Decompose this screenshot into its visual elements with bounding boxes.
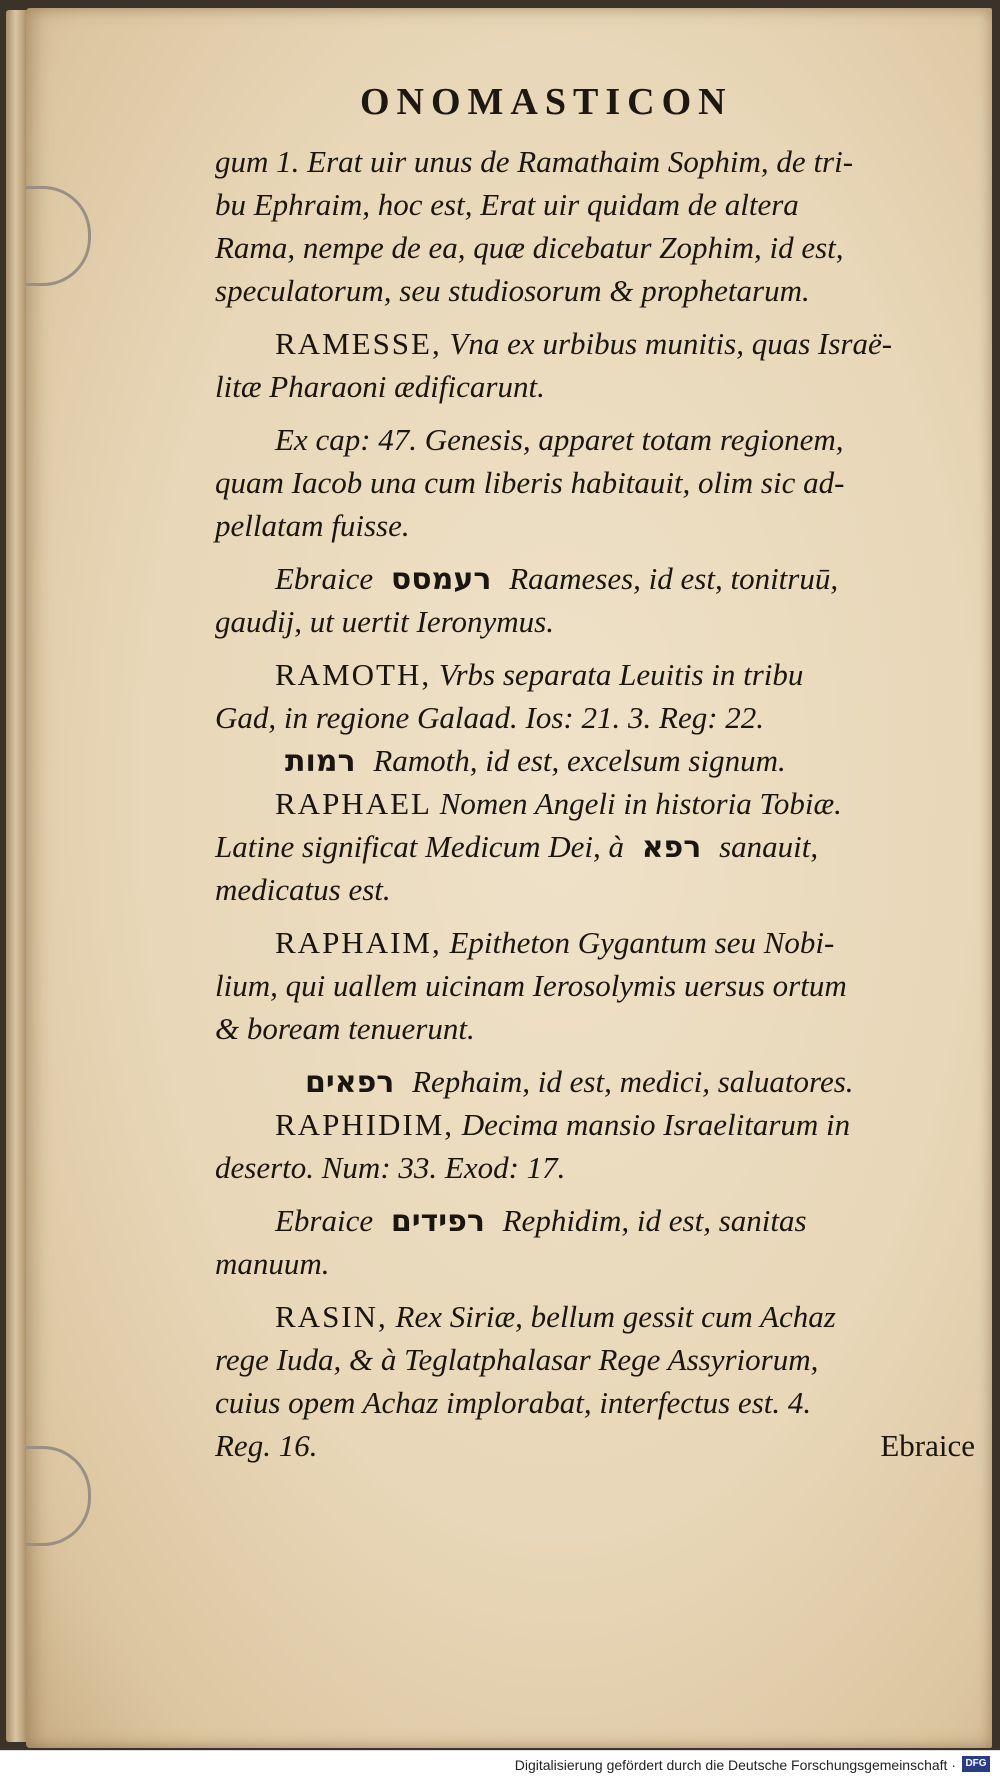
entry-text: Vrbs separata Leuitis in tribu [438, 657, 804, 692]
entry-text: Ramoth, id est, excelsum signum. [373, 743, 786, 778]
text-line: speculatorum, seu studiosorum & prophetarum. [215, 273, 810, 308]
text-line: bu Ephraim, hoc est, Erat uir quidam de altera [215, 187, 799, 222]
entry-text: Vna ex urbibus munitis, quas Israë- [449, 326, 893, 361]
entry-text: sanauit, [719, 829, 819, 864]
entry-headword: RAMESSE, [275, 326, 442, 361]
hebrew-gloss-line [215, 1060, 975, 1103]
entry-text: Rephaim, id est, medici, saluatores. [412, 1064, 854, 1099]
hebrew-word: רמות [285, 744, 356, 779]
digitization-footer [0, 1750, 1000, 1779]
entry-raphael [215, 782, 975, 825]
dfg-logo-icon: DFG [962, 1756, 990, 1772]
text-line: rege Iuda, & à Teglatphalasar Rege Assyriorum, [215, 1342, 819, 1377]
hebrew-word: רפידים [390, 1204, 485, 1239]
running-head: ONOMASTICON [360, 81, 733, 123]
entry-headword: RAMOTH, [275, 657, 432, 692]
entry-headword: RAPHIDIM, [275, 1107, 455, 1142]
hebrew-word: רפאים [305, 1065, 395, 1100]
entry-text: Rephidim, id est, sanitas [502, 1203, 807, 1238]
text-line: gaudij, ut uertit Ieronymus. [215, 604, 554, 639]
entry-text: Epitheton Gygantum seu Nobi- [449, 925, 835, 960]
entry-headword: RAPHAEL [275, 786, 432, 821]
text-line: medicatus est. [215, 872, 391, 907]
entry-ramoth [215, 653, 975, 696]
entry-raphidim [215, 1103, 975, 1146]
hebrew-gloss-line [215, 1199, 975, 1242]
text-line: litæ Pharaoni ædificarunt. [215, 369, 545, 404]
entry-ramesse [215, 322, 975, 365]
entry-headword: RASIN, [275, 1299, 388, 1334]
entry-text: Decima mansio Israelitarum in [461, 1107, 851, 1142]
paper-clip-icon [26, 1446, 91, 1546]
text-line: cuius opem Achaz implorabat, interfectus est. 4. [215, 1385, 812, 1420]
ebraice-label: Ebraice [275, 1203, 374, 1238]
text-line: pellatam fuisse. [215, 508, 410, 543]
text-line: Ex cap: 47. Genesis, apparet totam regionem, [275, 422, 844, 457]
entry-text: Nomen Angeli in historia Tobiæ. [439, 786, 842, 821]
entry-text: Latine significat Medicum Dei, à [215, 829, 624, 864]
text-line: & boream tenuerunt. [215, 1011, 475, 1046]
paper-clip-icon [26, 186, 91, 286]
text-line: Reg. 16. [215, 1428, 318, 1463]
text-line: manuum. [215, 1246, 330, 1281]
entry-text: Rex Siriæ, bellum gessit cum Achaz [395, 1299, 836, 1334]
hebrew-gloss-line [215, 739, 975, 782]
hebrew-gloss-line [215, 825, 975, 868]
hebrew-word: רעמסס [390, 562, 492, 597]
catchword: Ebraice [880, 1428, 975, 1463]
entry-rasin [215, 1295, 975, 1338]
text-line: Gad, in regione Galaad. Ios: 21. 3. Reg: 22. [215, 700, 765, 735]
entry-headword: RAPHAIM, [275, 925, 442, 960]
entry-text: Raameses, id est, tonitruū, [509, 561, 839, 596]
hebrew-word: רפא [641, 830, 702, 865]
dfg-caption: Digitalisierung gefördert durch die Deutsche Forschungsgemeinschaft · [514, 1757, 956, 1773]
text-line: deserto. Num: 33. Exod: 17. [215, 1150, 566, 1185]
entry-raphaim [215, 921, 975, 964]
text-line: lium, qui uallem uicinam Ierosolymis uersus ortum [215, 968, 847, 1003]
catchword-row [215, 1424, 975, 1467]
text-block [215, 140, 975, 1467]
hebrew-gloss-line [215, 557, 975, 600]
ebraice-label: Ebraice [275, 561, 374, 596]
text-line: quam Iacob una cum liberis habitauit, olim sic ad- [215, 465, 845, 500]
text-line: gum 1. Erat uir unus de Ramathaim Sophim, de tri- [215, 144, 854, 179]
text-line: Rama, nempe de ea, quæ dicebatur Zophim, id est, [215, 230, 844, 265]
